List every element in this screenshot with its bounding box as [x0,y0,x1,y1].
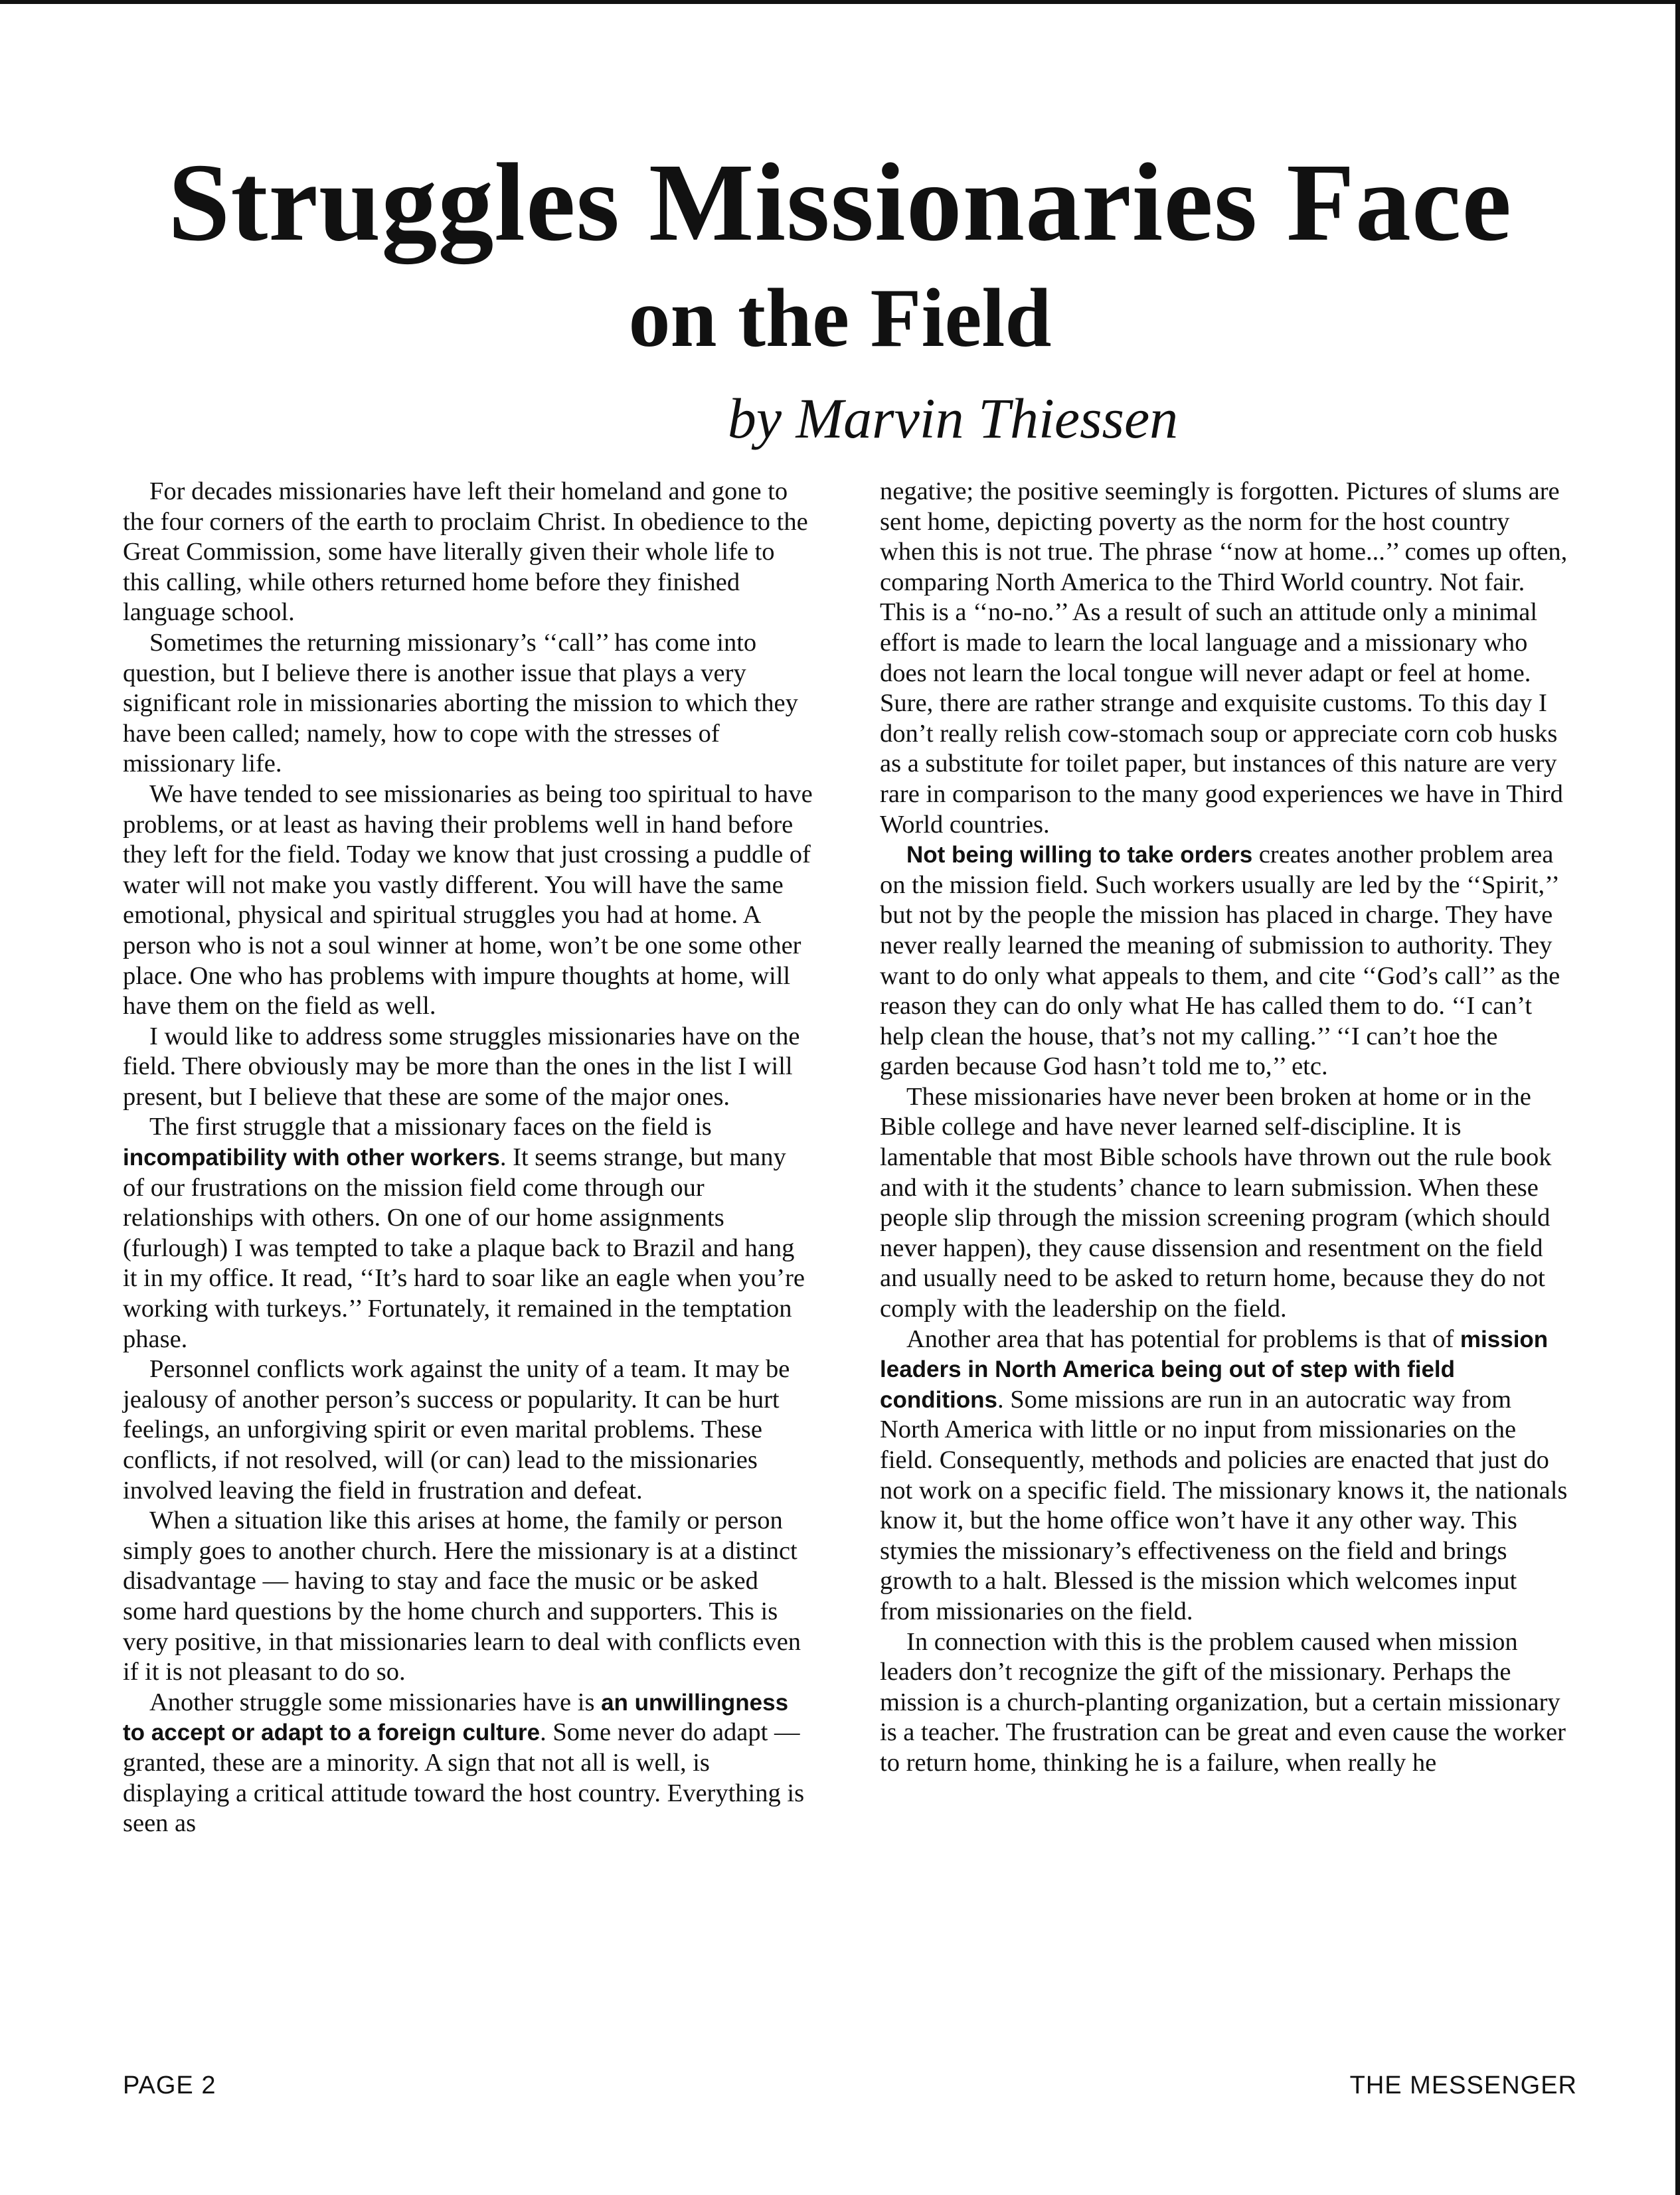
text-run: creates another problem area on the mission field. Such workers usually are led by the ‘‘Spirit,’’ but not by the people the mission has placed in charge. They have never really learned the meaning of submission to authority. They want to do only what appeals to them, and cite ‘‘God’s call’’ as the reason they can do only what He has called them to do. ‘‘I can’t help clean the house, that’s not my calling.’’ ‘‘I can’t hoe the garden because God hasn’t told me to,’’ etc. [880,841,1560,1081]
paragraph [123,1506,813,1688]
article-title-line-1: Struggles Missionaries Face [167,141,1513,264]
scan-edge-top [0,0,1680,4]
paragraph [123,477,813,628]
emphasized-phrase: incompatibility with other workers [123,1145,500,1171]
text-run: Personnel conflicts work against the unity of a team. It may be jealousy of another person’s success or popularity. It can be hurt feelings, an unforgiving spirit or even marital problems. These conflicts, if not resolved, will (or can) lead to the missionaries involved leaving the field in frustration and defeat. [123,1355,790,1504]
text-run: . Some missions are run in an autocratic way from North America with little or no input from missionaries on the field. Consequently, methods and policies are enacted that just do not work on a specific field. The missionary knows it, the nationals know it, but the home office won’t have it any other way. This stymies the missionary’s effectiveness on the field and brings growth to a halt. Blessed is the mission which welcomes input from missionaries on the field. [880,1385,1568,1625]
paragraph [880,840,1570,1082]
text-run: I would like to address some struggles missionaries have on the field. There obviously may be more than the ones in the list I will present, but I believe that these are some of the major ones. [123,1022,800,1111]
paragraph [123,1354,813,1506]
emphasized-phrase: Not being willing to take orders [906,842,1253,868]
text-run: negative; the positive seemingly is forgotten. Pictures of slums are sent home, depicting poverty as the norm for the host country when this is not true. The phrase ‘‘now at home...’’ comes up often, comparing North America to the Third World country. Not fair. This is a ‘‘no-no.’’ As a result of such an attitude only a minimal effort is made to learn the local language and a missionary who does not learn the local tongue will never adapt or feel at home. Sure, there are rather strange and exquisite customs. To this day I don’t really relish cow-stomach soup or appreciate corn cob husks as a substitute for toilet paper, but instances of this nature are very rare in comparison to the many good experiences we have in Third World countries. [880,477,1568,839]
text-run: . Some never do adapt — granted, these are a minority. A sign that not all is well, is displaying a critical attitude toward the host country. Everything is seen as [123,1718,805,1838]
text-run: Another struggle some missionaries have is [149,1688,602,1716]
left-column [123,477,813,1839]
text-run: . It seems strange, but many of our frustrations on the mission field come through our relationships with others. On one of our home assignments (furlough) I was tempted to take a plaque back to Brazil and hang it in my office. It read, ‘‘It’s hard to soar like an eagle when you’re working with turkeys.’’ Fortunately, it remained in the temptation phase. [123,1143,805,1353]
paragraph [880,1325,1570,1627]
paragraph [123,1022,813,1113]
emphasized-phrase: mission leaders in North America being out of step with field conditions [880,1326,1549,1413]
paragraph [123,1688,813,1839]
text-run: These missionaries have never been broken at home or in the Bible college and have never learned self-discipline. It is lamentable that most Bible schools have thrown out the rule book and with it the students’ chance to learn submission. When these people slip through the mission screening program (which should never happen), they cause dissension and resentment on the field and usually need to be asked to return home, because they do not comply with the leadership on the field. [880,1082,1552,1323]
right-column [880,477,1570,1779]
text-run: Another area that has potential for problems is that of [906,1325,1460,1353]
page-number: PAGE 2 [123,2072,216,2099]
emphasized-phrase: an unwillingness to accept or adapt to a foreign culture [123,1689,789,1746]
paragraph [880,477,1570,840]
paragraph [123,779,813,1022]
text-run: Sometimes the returning missionary’s ‘‘call’’ has come into question, but I believe there is another issue that plays a very significant role in missionaries aborting the mission to which they have been called; namely, how to cope with the stresses of missionary life. [123,628,798,778]
text-run: For decades missionaries have left their homeland and gone to the four corners of the earth to proclaim Christ. In obedience to the Great Commission, some have literally given their whole life to this calling, while others returned home before they finished language school. [123,477,808,627]
article-byline: by Marvin Thiessen [727,386,1179,450]
paragraph [880,1082,1570,1325]
paragraph [880,1627,1570,1779]
text-run: When a situation like this arises at home, the family or person simply goes to another church. Here the missionary is at a distinct disadvantage — having to stay and face the music or be asked some hard questions by the home church and supporters. This is very positive, in that missionaries learn to deal with conflicts even if it is not pleasant to do so. [123,1506,801,1686]
text-run: The first struggle that a missionary faces on the field is [149,1113,712,1141]
article-title-line-2: on the Field [628,272,1052,365]
text-run: We have tended to see missionaries as being too spiritual to have problems, or at least as having their problems well in hand before they left for the field. Today we know that just crossing a puddle of water will not make you vastly different. You will have the same emotional, physical and spiritual struggles you had at home. A person who is not a soul winner at home, won’t be one some other place. One who has problems with impure thoughts at home, will have them on the field as well. [123,779,813,1020]
text-run: In connection with this is the problem caused when mission leaders don’t recognize the gift of the missionary. Perhaps the mission is a church-planting organization, but a certain missionary is a teacher. The frustration can be great and even cause the worker to return home, thinking he is a failure, when really he [880,1627,1566,1777]
paragraph [123,1112,813,1354]
paragraph [123,628,813,779]
publication-name: THE MESSENGER [1349,2072,1577,2099]
